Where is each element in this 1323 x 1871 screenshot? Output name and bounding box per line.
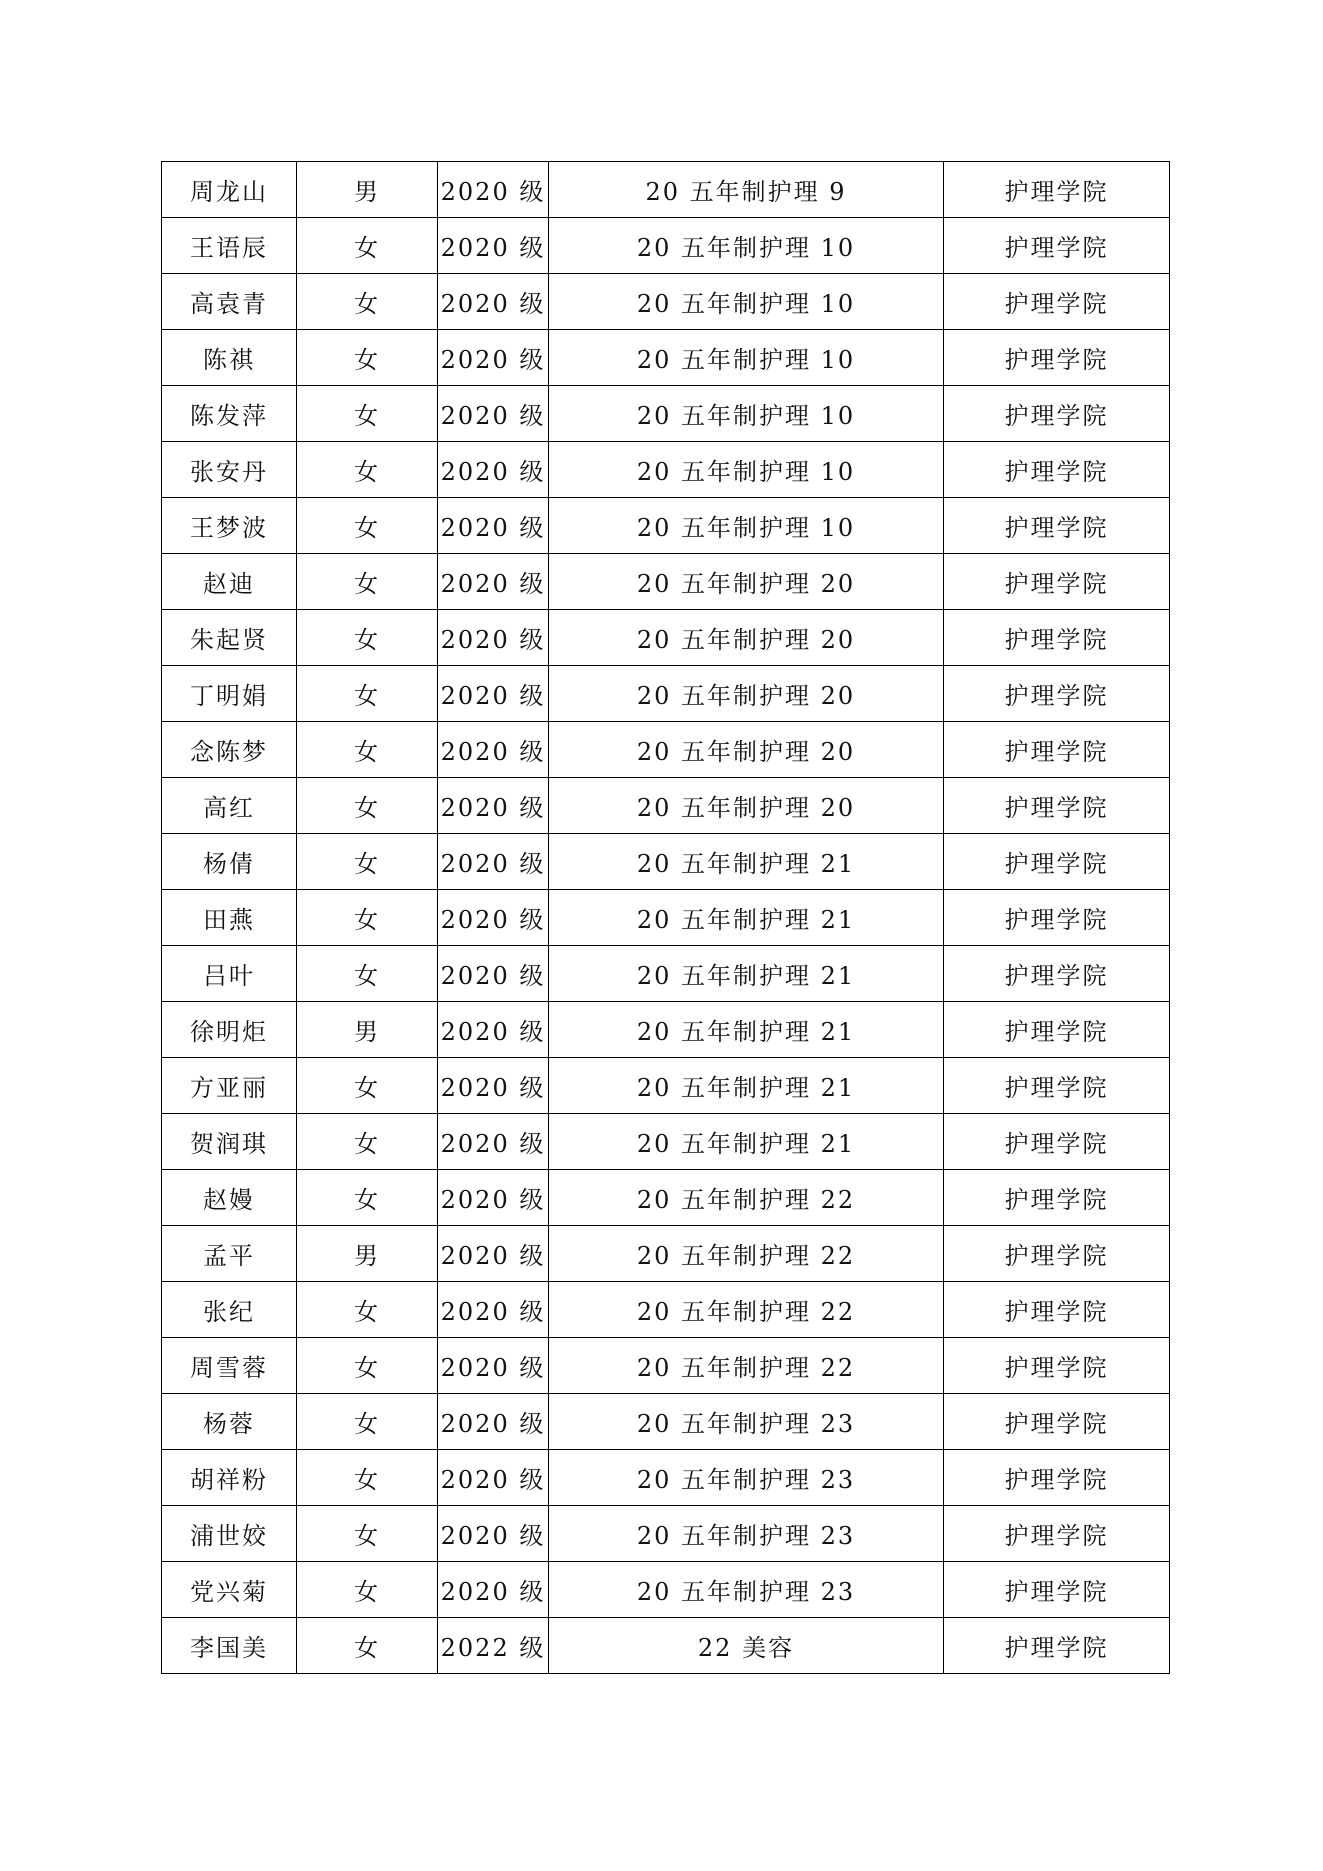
cell-grade: 2020 级	[438, 1058, 549, 1114]
cell-gender: 女	[297, 1562, 438, 1618]
cell-gender: 女	[297, 330, 438, 386]
table-row	[162, 946, 1170, 1002]
cell-gender: 女	[297, 274, 438, 330]
table-row	[162, 1002, 1170, 1058]
cell-college: 护理学院	[944, 162, 1170, 218]
cell-grade: 2020 级	[438, 1506, 549, 1562]
table-row	[162, 610, 1170, 666]
cell-grade: 2022 级	[438, 1618, 549, 1674]
cell-class: 20 五年制护理 21	[549, 946, 944, 1002]
cell-college: 护理学院	[944, 498, 1170, 554]
cell-name: 张纪	[162, 1282, 297, 1338]
cell-gender: 女	[297, 498, 438, 554]
cell-gender: 女	[297, 218, 438, 274]
cell-college: 护理学院	[944, 274, 1170, 330]
cell-college: 护理学院	[944, 1506, 1170, 1562]
cell-college: 护理学院	[944, 722, 1170, 778]
cell-name: 高红	[162, 778, 297, 834]
cell-name: 陈发萍	[162, 386, 297, 442]
cell-grade: 2020 级	[438, 330, 549, 386]
table-row	[162, 890, 1170, 946]
table-row	[162, 1338, 1170, 1394]
table-row	[162, 834, 1170, 890]
cell-grade: 2020 级	[438, 666, 549, 722]
table-row	[162, 1226, 1170, 1282]
cell-college: 护理学院	[944, 1226, 1170, 1282]
cell-class: 20 五年制护理 21	[549, 834, 944, 890]
cell-name: 胡祥粉	[162, 1450, 297, 1506]
cell-grade: 2020 级	[438, 386, 549, 442]
cell-name: 王梦波	[162, 498, 297, 554]
cell-class: 20 五年制护理 10	[549, 218, 944, 274]
cell-college: 护理学院	[944, 1338, 1170, 1394]
cell-name: 孟平	[162, 1226, 297, 1282]
cell-college: 护理学院	[944, 1450, 1170, 1506]
cell-gender: 女	[297, 386, 438, 442]
cell-class: 22 美容	[549, 1618, 944, 1674]
cell-class: 20 五年制护理 23	[549, 1562, 944, 1618]
cell-name: 浦世姣	[162, 1506, 297, 1562]
cell-gender: 女	[297, 722, 438, 778]
cell-grade: 2020 级	[438, 1562, 549, 1618]
table-row	[162, 218, 1170, 274]
cell-class: 20 五年制护理 21	[549, 1002, 944, 1058]
table-row	[162, 1114, 1170, 1170]
table-row	[162, 1170, 1170, 1226]
cell-gender: 男	[297, 1002, 438, 1058]
cell-gender: 男	[297, 1226, 438, 1282]
cell-class: 20 五年制护理 21	[549, 1058, 944, 1114]
table-row	[162, 1618, 1170, 1674]
cell-gender: 女	[297, 1338, 438, 1394]
table-row	[162, 666, 1170, 722]
cell-name: 周雪蓉	[162, 1338, 297, 1394]
cell-grade: 2020 级	[438, 722, 549, 778]
cell-gender: 女	[297, 554, 438, 610]
cell-gender: 女	[297, 1394, 438, 1450]
cell-grade: 2020 级	[438, 778, 549, 834]
cell-college: 护理学院	[944, 778, 1170, 834]
cell-gender: 女	[297, 442, 438, 498]
cell-college: 护理学院	[944, 946, 1170, 1002]
cell-grade: 2020 级	[438, 610, 549, 666]
cell-college: 护理学院	[944, 1058, 1170, 1114]
cell-class: 20 五年制护理 10	[549, 274, 944, 330]
cell-name: 徐明炬	[162, 1002, 297, 1058]
cell-name: 高袁青	[162, 274, 297, 330]
cell-name: 陈祺	[162, 330, 297, 386]
cell-class: 20 五年制护理 20	[549, 778, 944, 834]
cell-college: 护理学院	[944, 442, 1170, 498]
cell-grade: 2020 级	[438, 498, 549, 554]
cell-grade: 2020 级	[438, 1170, 549, 1226]
student-list-table	[161, 161, 1170, 1674]
cell-college: 护理学院	[944, 1618, 1170, 1674]
cell-college: 护理学院	[944, 1394, 1170, 1450]
cell-grade: 2020 级	[438, 1338, 549, 1394]
cell-gender: 女	[297, 610, 438, 666]
cell-name: 周龙山	[162, 162, 297, 218]
table-row	[162, 442, 1170, 498]
cell-gender: 女	[297, 1618, 438, 1674]
cell-name: 杨倩	[162, 834, 297, 890]
cell-grade: 2020 级	[438, 890, 549, 946]
cell-grade: 2020 级	[438, 1450, 549, 1506]
cell-gender: 女	[297, 1282, 438, 1338]
cell-college: 护理学院	[944, 610, 1170, 666]
cell-gender: 女	[297, 778, 438, 834]
cell-grade: 2020 级	[438, 1226, 549, 1282]
table-row	[162, 1282, 1170, 1338]
cell-class: 20 五年制护理 20	[549, 722, 944, 778]
table-row	[162, 386, 1170, 442]
table-row	[162, 1394, 1170, 1450]
table-row	[162, 722, 1170, 778]
cell-gender: 女	[297, 890, 438, 946]
cell-name: 李国美	[162, 1618, 297, 1674]
cell-grade: 2020 级	[438, 274, 549, 330]
cell-college: 护理学院	[944, 386, 1170, 442]
cell-class: 20 五年制护理 20	[549, 610, 944, 666]
cell-name: 党兴菊	[162, 1562, 297, 1618]
table-row	[162, 330, 1170, 386]
cell-name: 赵嫚	[162, 1170, 297, 1226]
cell-class: 20 五年制护理 22	[549, 1282, 944, 1338]
cell-class: 20 五年制护理 20	[549, 666, 944, 722]
cell-college: 护理学院	[944, 330, 1170, 386]
cell-class: 20 五年制护理 23	[549, 1450, 944, 1506]
cell-class: 20 五年制护理 22	[549, 1226, 944, 1282]
cell-class: 20 五年制护理 20	[549, 554, 944, 610]
cell-name: 张安丹	[162, 442, 297, 498]
cell-class: 20 五年制护理 10	[549, 498, 944, 554]
cell-name: 杨蓉	[162, 1394, 297, 1450]
cell-grade: 2020 级	[438, 946, 549, 1002]
cell-name: 王语辰	[162, 218, 297, 274]
cell-grade: 2020 级	[438, 442, 549, 498]
cell-class: 20 五年制护理 10	[549, 330, 944, 386]
cell-name: 念陈梦	[162, 722, 297, 778]
cell-college: 护理学院	[944, 1170, 1170, 1226]
table-row	[162, 778, 1170, 834]
cell-class: 20 五年制护理 10	[549, 442, 944, 498]
cell-gender: 女	[297, 1506, 438, 1562]
cell-name: 贺润琪	[162, 1114, 297, 1170]
cell-gender: 女	[297, 834, 438, 890]
cell-grade: 2020 级	[438, 1282, 549, 1338]
cell-grade: 2020 级	[438, 1394, 549, 1450]
table-row	[162, 498, 1170, 554]
cell-college: 护理学院	[944, 1562, 1170, 1618]
cell-grade: 2020 级	[438, 554, 549, 610]
cell-grade: 2020 级	[438, 1114, 549, 1170]
cell-name: 吕叶	[162, 946, 297, 1002]
cell-gender: 男	[297, 162, 438, 218]
cell-class: 20 五年制护理 22	[549, 1338, 944, 1394]
table-row	[162, 1450, 1170, 1506]
table-row	[162, 1506, 1170, 1562]
cell-college: 护理学院	[944, 890, 1170, 946]
cell-name: 赵迪	[162, 554, 297, 610]
cell-name: 丁明娟	[162, 666, 297, 722]
cell-college: 护理学院	[944, 1114, 1170, 1170]
cell-grade: 2020 级	[438, 218, 549, 274]
cell-college: 护理学院	[944, 834, 1170, 890]
cell-name: 朱起贤	[162, 610, 297, 666]
cell-gender: 女	[297, 1450, 438, 1506]
table-row	[162, 162, 1170, 218]
cell-class: 20 五年制护理 22	[549, 1170, 944, 1226]
cell-grade: 2020 级	[438, 1002, 549, 1058]
cell-gender: 女	[297, 1058, 438, 1114]
table-row	[162, 554, 1170, 610]
cell-class: 20 五年制护理 21	[549, 890, 944, 946]
cell-class: 20 五年制护理 21	[549, 1114, 944, 1170]
cell-name: 田燕	[162, 890, 297, 946]
cell-college: 护理学院	[944, 218, 1170, 274]
cell-class: 20 五年制护理 9	[549, 162, 944, 218]
cell-college: 护理学院	[944, 554, 1170, 610]
cell-college: 护理学院	[944, 1282, 1170, 1338]
cell-grade: 2020 级	[438, 834, 549, 890]
cell-class: 20 五年制护理 23	[549, 1394, 944, 1450]
cell-gender: 女	[297, 666, 438, 722]
table-row	[162, 1058, 1170, 1114]
cell-gender: 女	[297, 1170, 438, 1226]
cell-class: 20 五年制护理 10	[549, 386, 944, 442]
table-body	[162, 162, 1170, 1674]
cell-grade: 2020 级	[438, 162, 549, 218]
cell-gender: 女	[297, 946, 438, 1002]
table-row	[162, 1562, 1170, 1618]
cell-name: 方亚丽	[162, 1058, 297, 1114]
cell-gender: 女	[297, 1114, 438, 1170]
cell-college: 护理学院	[944, 666, 1170, 722]
cell-class: 20 五年制护理 23	[549, 1506, 944, 1562]
table-row	[162, 274, 1170, 330]
cell-college: 护理学院	[944, 1002, 1170, 1058]
